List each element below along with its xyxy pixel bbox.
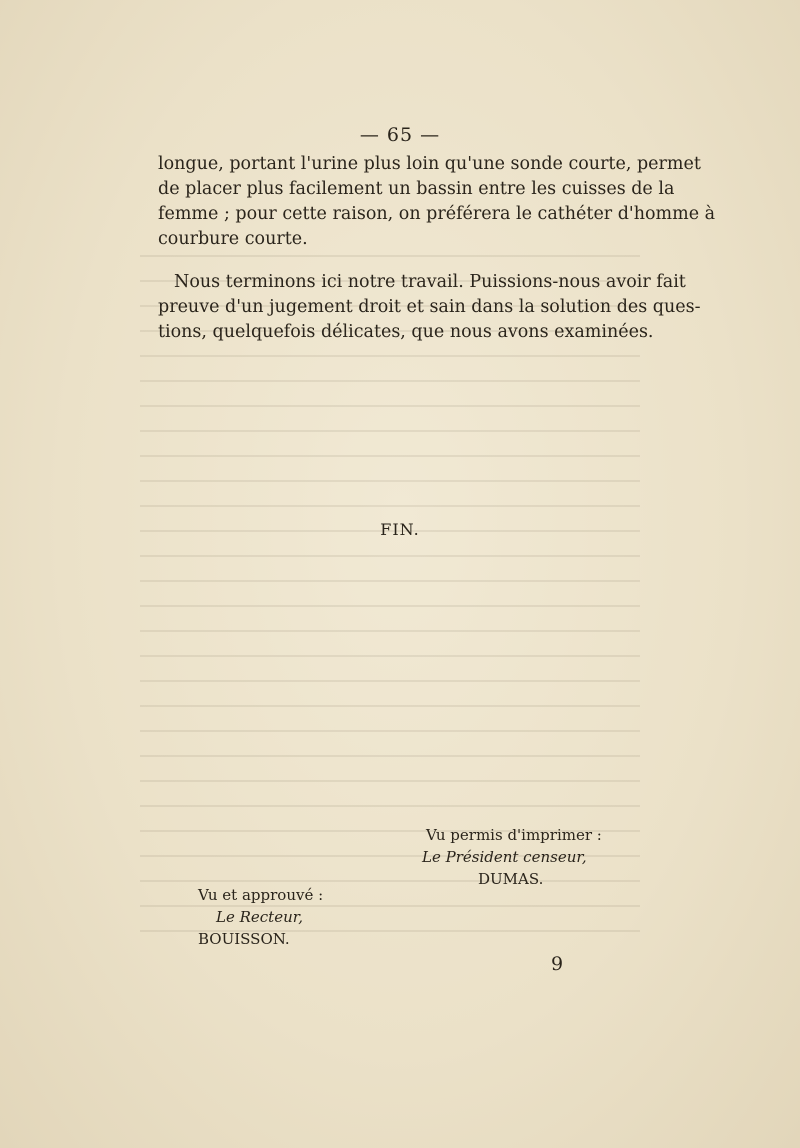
signature-mark: 9 <box>551 953 564 975</box>
imprimatur-line: Vu permis d'imprimer : <box>426 826 602 844</box>
paragraph-line: Nous terminons ici notre travail. Puissions-nous avoir fait <box>174 272 686 292</box>
paragraph-line: courbure courte. <box>158 229 308 249</box>
paragraph-line: preuve d'un jugement droit et sain dans la solution des ques- <box>158 297 701 317</box>
paragraph-1 <box>158 152 716 252</box>
approval-line: Vu et approuvé : <box>198 886 324 904</box>
imprimatur-name: DUMAS. <box>478 870 544 888</box>
page-number: — 65 — <box>359 124 441 146</box>
paragraph-line: tions, quelquefois délicates, que nous avons examinées. <box>158 322 654 342</box>
approval-title: Le Recteur, <box>216 908 304 926</box>
imprimatur-block <box>416 824 616 890</box>
paragraph-2 <box>158 270 701 345</box>
approval-name: BOUISSON. <box>198 930 290 948</box>
paragraph-line: de placer plus facilement un bassin entre les cuisses de la <box>158 179 675 199</box>
fin-label: FIN. <box>380 520 420 539</box>
approval-block <box>198 884 398 950</box>
paragraph-line: longue, portant l'urine plus loin qu'une sonde courte, permet <box>158 154 701 174</box>
imprimatur-title: Le Président censeur, <box>422 848 587 866</box>
paragraph-line: femme ; pour cette raison, on préférera le cathéter d'homme à <box>158 204 716 224</box>
